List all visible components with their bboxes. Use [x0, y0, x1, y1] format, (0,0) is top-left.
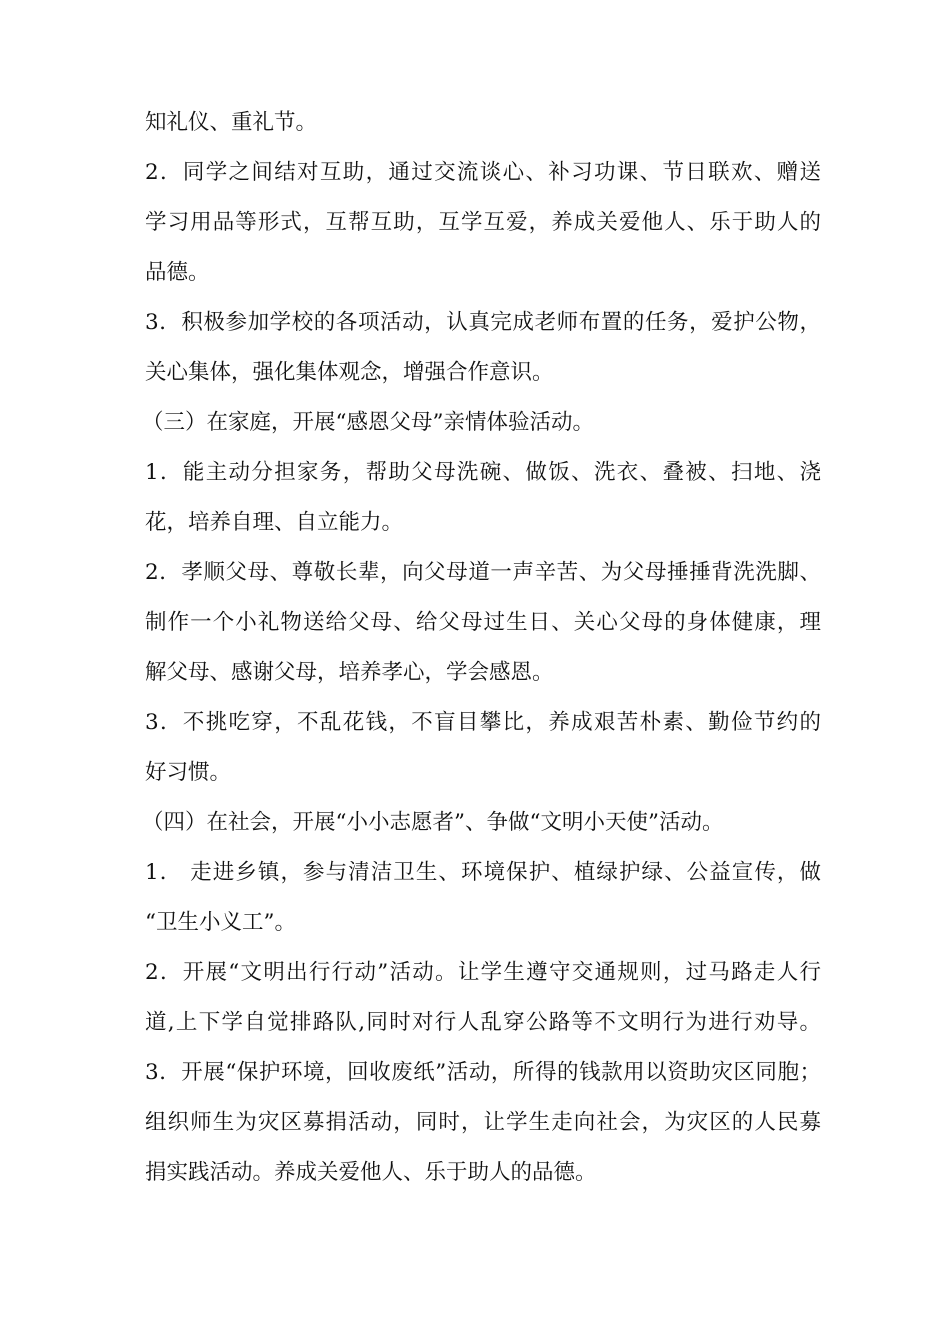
section-heading: （四）在社会，开展“小小志愿者”、争做“文明小天使”活动。 — [142, 810, 724, 835]
text-line: “卫生小义工”。 — [145, 910, 296, 935]
text-line: 解父母、感谢父母，培养孝心，学会感恩。 — [145, 660, 554, 685]
text-line: 3．不挑吃穿，不乱花钱，不盲目攀比，养成艰苦朴素、勤俭节约的 — [145, 710, 821, 735]
text-line: 制作一个小礼物送给父母、给父母过生日、关心父母的身体健康，理 — [145, 610, 821, 635]
text-line: 2．同学之间结对互助，通过交流谈心、补习功课、节日联欢、赠送 — [145, 160, 821, 185]
text-line: 组织师生为灾区募捐活动，同时，让学生走向社会，为灾区的人民募 — [145, 1110, 821, 1135]
text-line: 学习用品等形式，互帮互助，互学互爱，养成关爱他人、乐于助人的 — [145, 210, 821, 235]
document-body — [142, 98, 821, 1198]
text-line: 道,上下学自觉排路队,同时对行人乱穿公路等不文明行为进行劝导。 — [145, 1010, 821, 1035]
text-line: 1．能主动分担家务，帮助父母洗碗、做饭、洗衣、叠被、扫地、浇 — [145, 460, 821, 485]
text-line: 2．开展“文明出行行动”活动。让学生遵守交通规则，过马路走人行 — [145, 960, 821, 985]
text-line: 捐实践活动。养成关爱他人、乐于助人的品德。 — [145, 1160, 597, 1185]
text-line: 品德。 — [145, 260, 210, 285]
text-line: 关心集体，强化集体观念，增强合作意识。 — [145, 360, 554, 385]
text-line: 2．孝顺父母、尊敬长辈，向父母道一声辛苦、为父母捶捶背洗洗脚、 — [145, 560, 821, 585]
text-line: 3．开展“保护环境，回收废纸”活动，所得的钱款用以资助灾区同胞； — [145, 1060, 821, 1085]
text-line: 1． 走进乡镇，参与清洁卫生、环境保护、植绿护绿、公益宣传，做 — [145, 860, 821, 885]
section-heading: （三）在家庭，开展“感恩父母”亲情体验活动。 — [142, 410, 594, 435]
text-line: 知礼仪、重礼节。 — [145, 110, 318, 135]
text-line: 花，培养自理、自立能力。 — [145, 510, 404, 535]
text-line: 好习惯。 — [145, 760, 232, 785]
text-line: 3．积极参加学校的各项活动，认真完成老师布置的任务，爱护公物， — [145, 310, 821, 335]
